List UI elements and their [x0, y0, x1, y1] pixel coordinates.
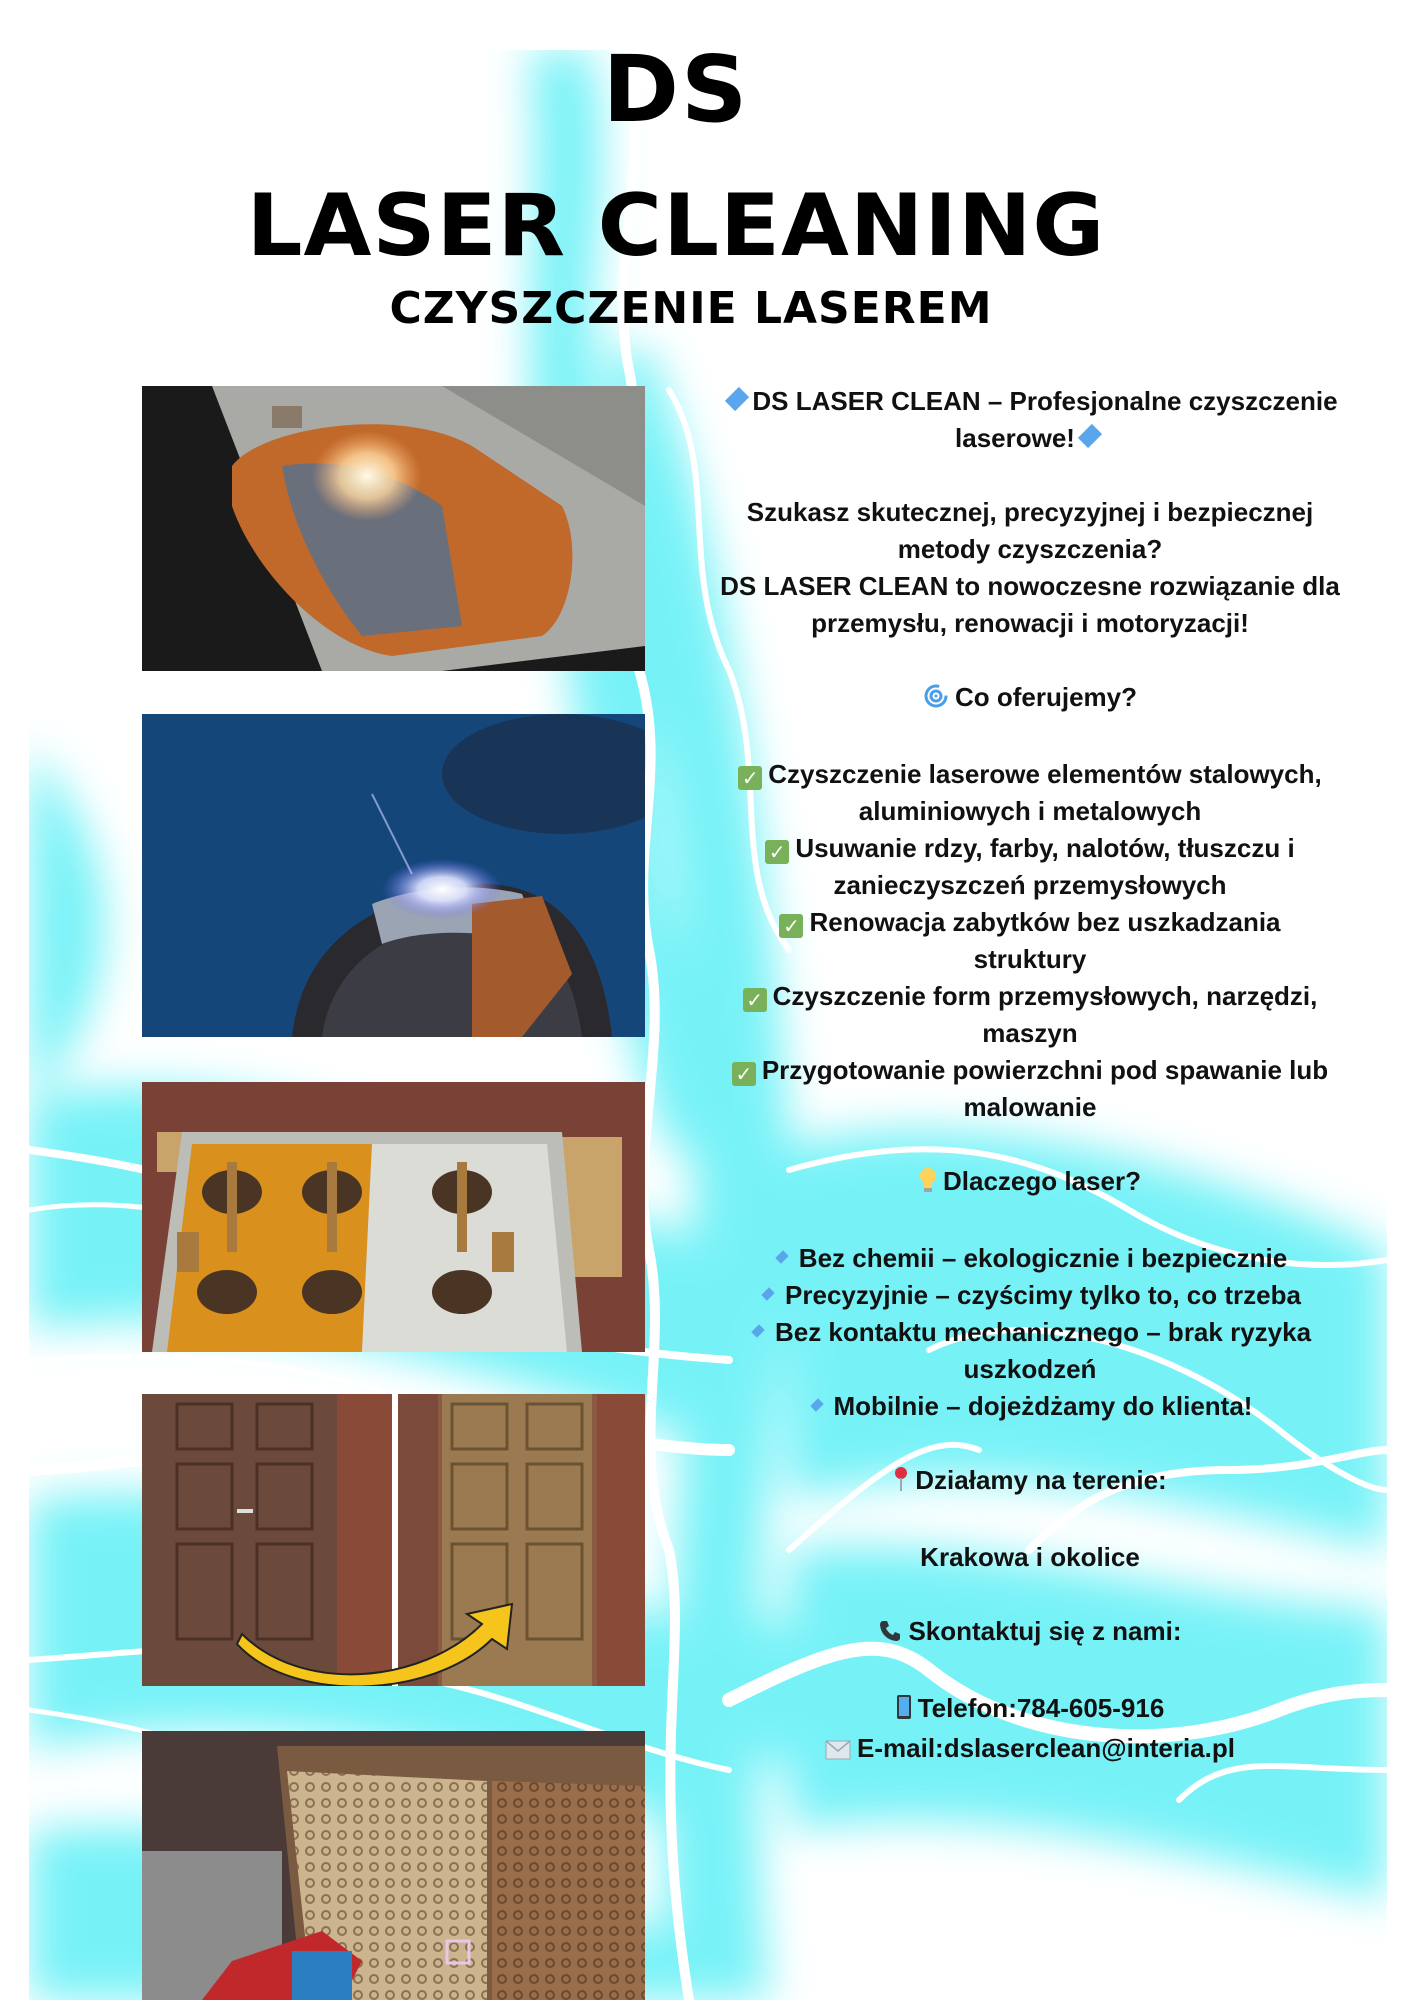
why-item — [700, 1277, 1360, 1314]
intro-answer-line2: przemysłu, renowacji i motoryzacji! — [811, 608, 1249, 638]
main-title: LASER CLEANING — [246, 176, 1106, 276]
small-blue-diamond-icon — [761, 1287, 774, 1300]
offer-item-text: struktury — [973, 944, 1087, 974]
offer-item — [700, 904, 1360, 941]
check-mark-icon: ✓ — [765, 840, 789, 864]
brand-title: DS — [602, 36, 750, 143]
offer-item — [700, 1052, 1360, 1089]
contact-phone[interactable] — [700, 1690, 1360, 1730]
intro-headline-line2: laserowe! — [955, 423, 1075, 453]
why-item — [700, 1314, 1360, 1351]
why-item-text: Bez chemii – ekologicznie i bezpiecznie — [798, 1243, 1288, 1273]
check-mark-icon: ✓ — [732, 1062, 756, 1086]
spacer — [700, 1425, 1360, 1462]
mobile-phone-icon — [896, 1693, 912, 1730]
offer-item — [700, 978, 1360, 1015]
blue-diamond-icon — [725, 387, 749, 411]
spacer — [700, 1203, 1360, 1240]
intro-answer-line1: DS LASER CLEAN to nowoczesne rozwiązanie dla — [720, 571, 1340, 601]
photo-industrial-mold — [142, 1082, 645, 1352]
intro-headline — [700, 383, 1360, 420]
offer-heading-text: Co oferujemy? — [954, 682, 1138, 712]
intro-headline-cont — [700, 420, 1360, 457]
photo-bearing-laser — [142, 714, 645, 1037]
content-column — [700, 383, 1360, 1770]
why-item-text: Bez kontaktu mechanicznego – brak ryzyka — [774, 1317, 1312, 1347]
envelope-icon — [825, 1733, 851, 1770]
offer-heading — [700, 679, 1360, 719]
round-pushpin-icon — [893, 1465, 909, 1502]
area-heading — [700, 1462, 1360, 1502]
offer-item-text: Przygotowanie powierzchni pod spawanie lub — [761, 1055, 1329, 1085]
intro-question-line1: Szukasz skutecznej, precyzyjnej i bezpiecznej — [746, 497, 1314, 527]
contact-heading — [700, 1613, 1360, 1653]
offer-item — [700, 756, 1360, 793]
offer-item-text: Usuwanie rdzy, farby, nalotów, tłuszczu i — [795, 833, 1295, 863]
contact-email[interactable] — [700, 1730, 1360, 1770]
offer-item-text: maszyn — [982, 1018, 1078, 1048]
cyclone-icon — [923, 682, 949, 719]
photo-rusty-part-laser — [142, 386, 645, 671]
offer-item-text: aluminiowych i metalowych — [858, 796, 1202, 826]
spacer — [700, 457, 1360, 494]
light-bulb-icon — [919, 1166, 937, 1203]
spacer — [700, 719, 1360, 756]
intro-question-line2: metody czyszczenia? — [897, 534, 1163, 564]
why-heading — [700, 1163, 1360, 1203]
small-blue-diamond-icon — [775, 1250, 788, 1263]
spacer — [700, 1126, 1360, 1163]
subtitle: CZYSZCZENIE LASEREM — [389, 283, 993, 334]
contact-heading-text: Skontaktuj się z nami: — [908, 1616, 1182, 1646]
why-item-text: Precyzyjnie – czyścimy tylko to, co trzeba — [785, 1280, 1301, 1310]
why-item — [700, 1240, 1360, 1277]
spacer — [700, 1502, 1360, 1539]
email-address[interactable]: E-mail:dslaserclean@interia.pl — [857, 1733, 1235, 1763]
area-heading-text: Działamy na terenie: — [915, 1465, 1167, 1495]
spacer — [700, 1576, 1360, 1613]
small-blue-diamond-icon — [810, 1398, 823, 1411]
photo-carved-door — [142, 1731, 645, 2000]
why-heading-text: Dlaczego laser? — [943, 1166, 1141, 1196]
check-mark-icon: ✓ — [779, 914, 803, 938]
offer-item-text: malowanie — [963, 1092, 1097, 1122]
service-area: Krakowa i okolice — [920, 1542, 1140, 1572]
spacer — [700, 1653, 1360, 1690]
phone-number[interactable]: Telefon:784-605-916 — [917, 1693, 1165, 1723]
photo-doors-before-after — [142, 1394, 645, 1686]
offer-item — [700, 830, 1360, 867]
why-item-text: uszkodzeń — [963, 1354, 1097, 1384]
spacer — [700, 642, 1360, 679]
offer-item-text: Renowacja zabytków bez uszkadzania — [809, 907, 1281, 937]
why-item — [700, 1388, 1360, 1425]
why-item-text: Mobilnie – dojeżdżamy do klienta! — [833, 1391, 1253, 1421]
offer-item-text: Czyszczenie form przemysłowych, narzędzi, — [772, 981, 1318, 1011]
intro-headline-line1: DS LASER CLEAN – Profesjonalne czyszczenie — [752, 386, 1338, 416]
offer-item-text: Czyszczenie laserowe elementów stalowych, — [768, 759, 1322, 789]
blue-diamond-icon — [1078, 424, 1102, 448]
check-mark-icon: ✓ — [743, 988, 767, 1012]
offer-item-text: zanieczyszczeń przemysłowych — [833, 870, 1227, 900]
check-mark-icon: ✓ — [738, 766, 762, 790]
small-blue-diamond-icon — [751, 1324, 764, 1337]
telephone-icon — [878, 1616, 902, 1653]
